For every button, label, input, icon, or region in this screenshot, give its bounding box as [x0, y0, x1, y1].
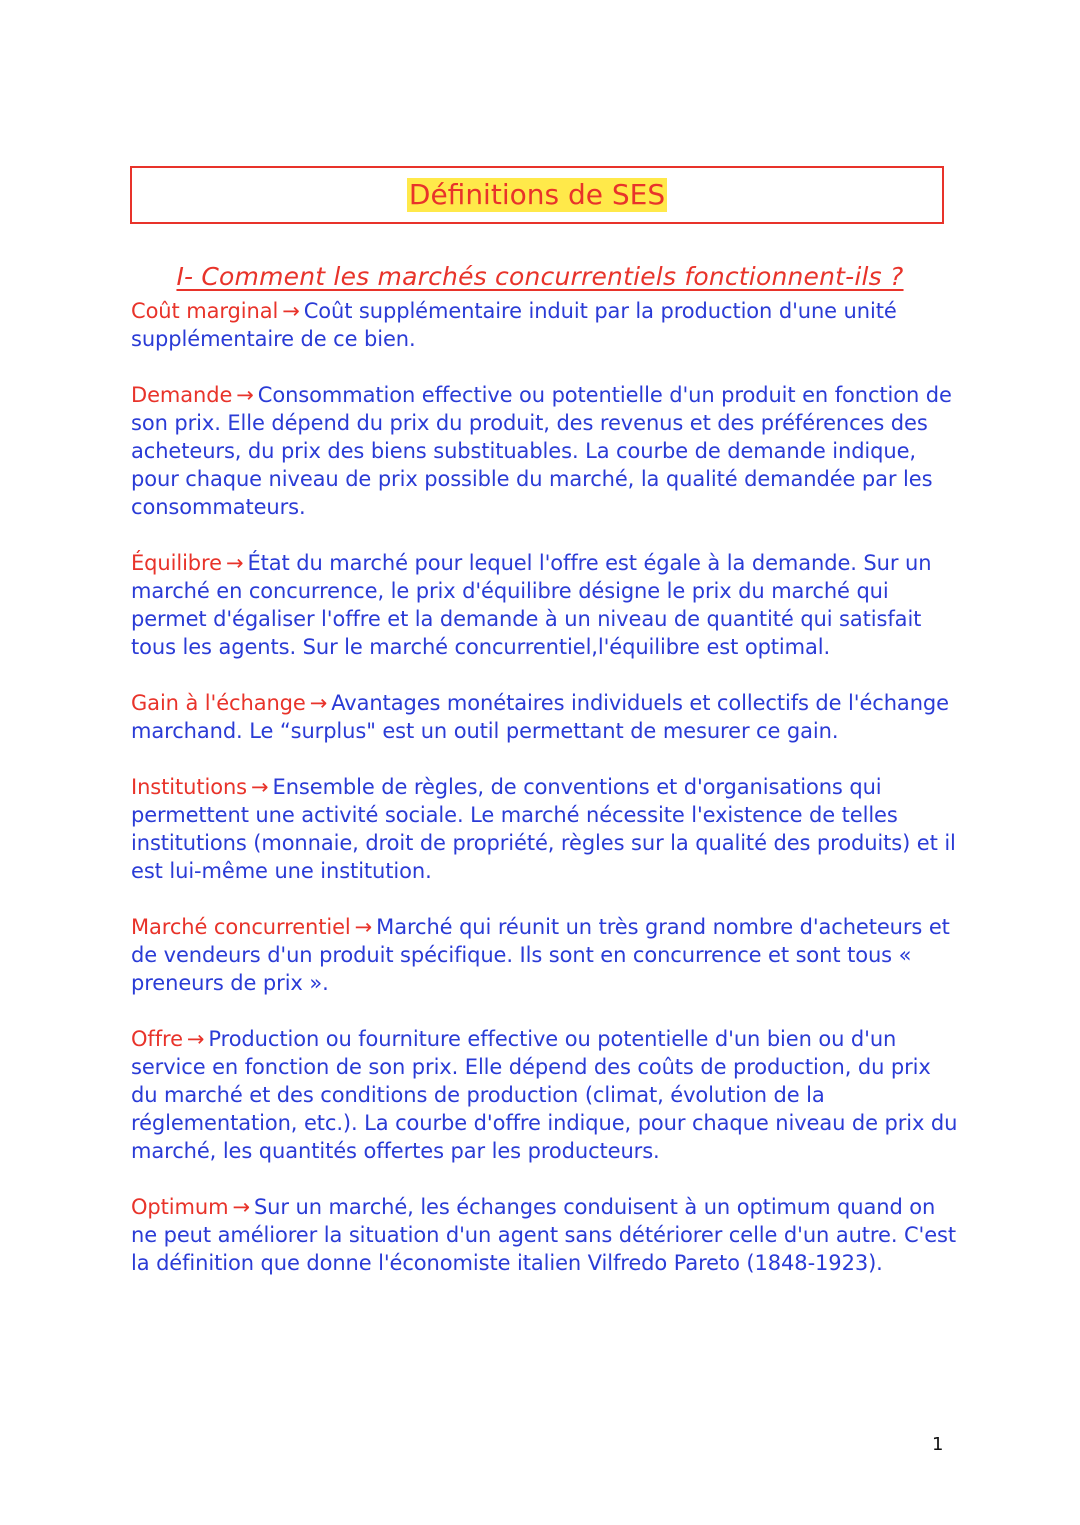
arrow-icon: →	[232, 1195, 250, 1219]
definition-term: Demande	[131, 383, 233, 407]
definition-term: Optimum	[131, 1195, 229, 1219]
page-title: Définitions de SES	[408, 178, 666, 211]
page-number: 1	[932, 1434, 944, 1455]
definition-demande	[131, 381, 961, 521]
arrow-icon: →	[225, 551, 244, 575]
definitions-list	[131, 297, 961, 1305]
definition-text: Avantages monétaires individuels et collectifs de l'échange marchand. Le “surplus" est un outil permettant de mesurer ce gain.	[131, 691, 949, 743]
definition-gain-a-lechange	[131, 689, 961, 745]
definition-text: Ensemble de règles, de conventions et d'organisations qui permettent une activité sociale. Le marché nécessite l'existence de telles institutions (monnaie, droit de propriété, règles sur la qualité des produits) et il est lui-même une institution.	[131, 775, 956, 883]
arrow-icon: →	[354, 915, 373, 939]
arrow-icon: →	[309, 691, 328, 715]
definition-term: Institutions	[131, 775, 248, 799]
definition-text: Production ou fourniture effective ou potentielle d'un bien ou d'un service en fonction de son prix. Elle dépend des coûts de production, du prix du marché et des conditions de production (climat, évolution de la réglementation, etc.). La courbe d'offre indique, pour chaque niveau de prix du marché, les quantités offertes par les producteurs.	[131, 1027, 958, 1163]
definition-term: Gain à l'échange	[131, 691, 306, 715]
definition-equilibre	[131, 549, 961, 661]
definition-text: État du marché pour lequel l'offre est égale à la demande. Sur un marché en concurrence, le prix d'équilibre désigne le prix du marché qui permet d'égaliser l'offre et la demande à un niveau de quantité qui satisfait tous les agents. Sur le marché concurrentiel,l'équilibre est optimal.	[131, 551, 932, 659]
arrow-icon: →	[282, 299, 300, 323]
definition-term: Offre	[131, 1027, 183, 1051]
definition-text: Sur un marché, les échanges conduisent à un optimum quand on ne peut améliorer la situation d'un agent sans détériorer celle d'un autre. C'est la définition que donne l'économiste italien Vilfredo Pareto (1848-1923).	[131, 1195, 957, 1275]
definition-offre	[131, 1025, 961, 1165]
definition-marche-concurrentiel	[131, 913, 961, 997]
definition-optimum	[131, 1193, 961, 1277]
definition-institutions	[131, 773, 961, 885]
section-heading: I- Comment les marchés concurrentiels fonctionnent-ils ?	[176, 262, 904, 291]
definition-text: Marché qui réunit un très grand nombre d'acheteurs et de vendeurs d'un produit spécifique. Ils sont en concurrence et sont tous « preneurs de prix ».	[131, 915, 950, 995]
definition-text: Coût supplémentaire induit par la production d'une unité supplémentaire de ce bien.	[131, 299, 897, 351]
definition-term: Coût marginal	[131, 299, 279, 323]
definition-text: Consommation effective ou potentielle d'un produit en fonction de son prix. Elle dépend du prix du produit, des revenus et des préférences des acheteurs, du prix des biens substituables. La courbe de demande indique, pour chaque niveau de prix possible du marché, la qualité demandée par les consommateurs.	[131, 383, 952, 519]
definition-term: Équilibre	[131, 551, 222, 575]
definition-cout-marginal	[131, 297, 961, 353]
definition-term: Marché concurrentiel	[131, 915, 351, 939]
arrow-icon: →	[236, 383, 254, 407]
arrow-icon: →	[186, 1027, 205, 1051]
title-box	[130, 166, 944, 224]
arrow-icon: →	[251, 775, 269, 799]
